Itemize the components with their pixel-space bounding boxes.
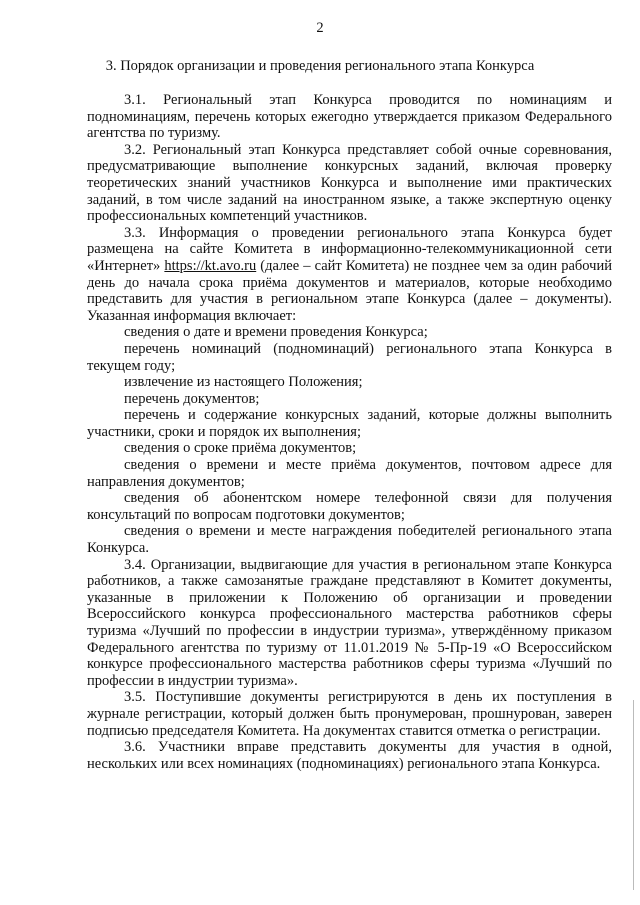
committee-site-link[interactable]: https://kt.avo.ru <box>164 257 257 274</box>
list-item: сведения о сроке приёма документов; <box>124 440 357 457</box>
list-item: сведения о времени и месте награждения победителей регионального этапа Конкурса. <box>87 523 612 557</box>
section-title: 3. Порядок организации и проведения регионального этапа Конкурса <box>105 58 535 74</box>
list-item: сведения об абонентском номере телефонной связи для получения консультаций по вопросам подготовки документов; <box>87 490 612 523</box>
document-body <box>87 92 612 772</box>
list-item: перечень документов; <box>124 390 260 407</box>
list-item: перечень номинаций (подноминаций) регионального этапа Конкурса в текущем году; <box>87 340 612 374</box>
paragraph-3-3-text-a: 3.3. Информация о проведении регионального этапа Конкурса будет размещена на сайте Комитета в информационно-телекоммуникационной сети «Интернет» <box>87 224 612 274</box>
paragraph-3-4: 3.4. Организации, выдвигающие для участия в региональном этапе Конкурса работников, а также самозанятые граждане представляют в Комитет документы, указанные в приложении к Положению об организации и проведении Всероссийского конкурса профессионального мастерства работников сферы туризма «Лучший по профессии в индустрии туризма», утверждённому приказом Федерального агентства по туризму от 11.01.2019 № 5-Пр-19 «О Всероссийском конкурсе профессионального мастерства работников сферы туризма «Лучший по профессии в индустрии туризма». <box>87 556 612 689</box>
paragraph-3-6: 3.6. Участники вправе представить документы для участия в одной, нескольких или всех номинациях (подноминациях) регионального этапа Конкурса. <box>87 739 612 772</box>
paragraph-3-2: 3.2. Региональный этап Конкурса представляет собой очные соревнования, предусматривающие выполнение конкурсных заданий, включая проверку теоретических знаний участников Конкурса и выполнение ими практических заданий, в том числе заданий на иностранном языке, а также экспертную оценку профессиональных компетенций участников. <box>87 141 612 225</box>
page-number: 2 <box>316 20 324 36</box>
list-item: перечень и содержание конкурсных заданий, которые должны выполнить участники, сроки и порядок их выполнения; <box>87 407 612 440</box>
list-item: сведения о дате и времени проведения Конкурса; <box>124 324 428 341</box>
paragraph-3-1: 3.1. Региональный этап Конкурса проводится по номинациям и подноминациям, перечень которых ежегодно утверждается приказом Федерального агентства по туризму. <box>87 92 612 142</box>
paragraph-3-3-text-b: (далее – сайт Комитета) не позднее чем за один рабочий день до начала срока приёма документов и материалов, которые необходимо представить для участия в региональном этапе Конкурса (далее – документы). Указанная информация включает: <box>87 257 612 324</box>
paragraph-3-3 <box>87 225 612 325</box>
list-item: извлечение из настоящего Положения; <box>124 374 363 391</box>
paragraph-3-5: 3.5. Поступившие документы регистрируются в день их поступления в журнале регистрации, который должен быть пронумерован, прошнурован, заверен подписью председателя Комитета. На документах ставится отметка о регистрации. <box>87 689 612 739</box>
list-item: сведения о времени и месте приёма документов, почтовом адресе для направления документов; <box>87 457 612 490</box>
scan-edge-line <box>633 700 634 890</box>
